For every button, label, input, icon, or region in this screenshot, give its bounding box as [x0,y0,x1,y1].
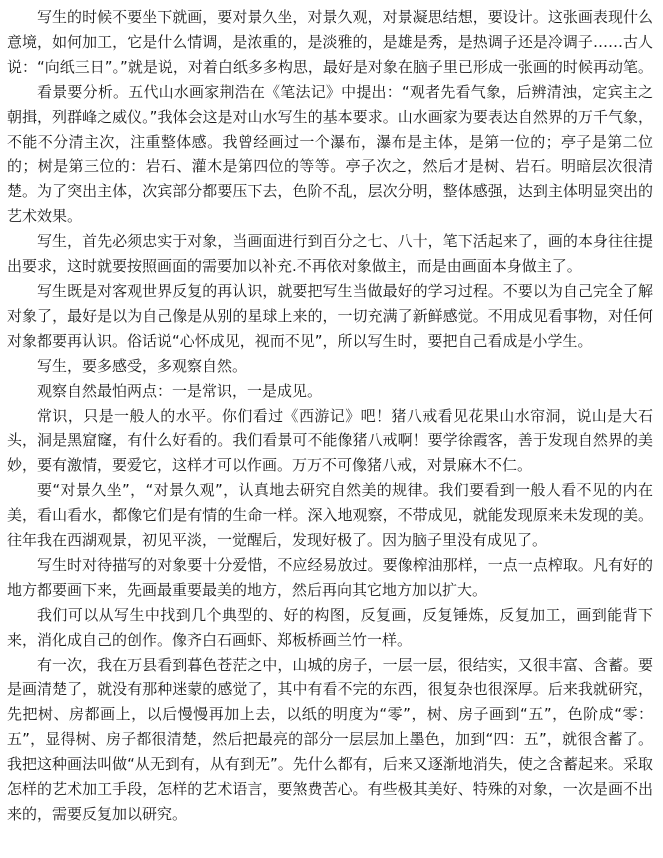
paragraph-sketch-planning: 写生的时候不要坐下就画，要对景久坐，对景久观，对景凝思结想，要设计。这张画表现什么意境，如何加工，它是什么情调，是浓重的，是淡雅的，是雄是秀，是热调子还是冷调子……古人说：“向纸三日”。”就是说，对着白纸多多构思，最好是对象在脑子里已形成一张画的时候再动笔。 [7,8,653,76]
paragraph-two-fears: 观察自然最怕两点：一是常识，一是成见。 [37,381,323,400]
paragraph-relearning: 写生既是对客观世界反复的再认识，就要把写生当做最好的学习过程。不要以为自己完全了解对象了，最好是以为自己像是从别的星球上来的，一切充满了新鲜感觉。不用成见看事物，对任何对象都要再认识。俗话说“心怀成见，视而不见”，所以写生时，要把自己看成是小学生。 [7,281,653,350]
paragraph-cherish-subject: 写生时对待描写的对象要十分爱惜，不应经易放过。要像榨油那样，一点一点榨取。凡有好的地方都要画下来，先画最重要最美的地方，然后再向其它地方加以扩大。 [7,555,653,599]
paragraph-scene-analysis: 看景要分析。五代山水画家荆浩在《笔法记》中提出：“观者先看气象，后辨清浊，定宾主之朝揖，列群峰之威仪。”我体会这是对山水写生的基本要求。山水画家为要表达自然界的万千气象，不能不分清主次，注重整体感。我曾经画过一个瀑布，瀑布是主体，是第一位的；亭子是第二位的；树是第三位的：岩石、灌木是第四位的等等。亭子次之，然后才是树、岩石。明暗层次很清楚。为了突出主体，次宾部分都要压下去，色阶不乱，层次分明，整体感强，达到主体明显突出的艺术效果。 [7,82,653,226]
paragraph-common-sense: 常识，只是一般人的水平。你们看过《西游记》吧！猪八戒看见花果山水帘洞，说山是大石头，洞是黑窟窿，有什么好看的。我们看景可不能像猪八戒啊！要学徐霞客，善于发现自然界的美妙，要有激情，要爱它，这样才可以作画。万万不可像猪八戒，对景麻木不仁。 [7,406,653,475]
paragraph-observe-more: 写生，要多感受，多观察自然。 [37,356,248,375]
paragraph-typical-composition: 我们可以从写生中找到几个典型的、好的构图，反复画，反复锤炼，反复加工，画到能背下来，消化成自己的创作。像齐白石画虾、郑板桥画兰竹一样。 [7,605,653,649]
paragraph-wanxian-story: 有一次，我在万县看到暮色苍茫之中，山城的房子，一层一层，很结实，又很丰富、含蓄。要是画清楚了，就没有那种迷蒙的感觉了，其中有看不完的东西，很复杂也很深厚。后来我就研究，先把树、房都画上，以后慢慢再加上去，以纸的明度为“零”，树、房子画到“五”，色阶成“零：五”，显得树、房子都很清楚，然后把最亮的部分一层层加上墨色，加到“四：五”，就很含蓄了。我把这种画法叫做“从无到有，从有到无”。先什么都有，后来又逐渐地消失，使之含蓄起来。采取怎样的艺术加工手段，怎样的艺术语言，要煞费苦心。有些极其美好、特殊的对象，一次是画不出来的，需要反复加以研究。 [7,655,653,823]
paragraph-long-look: 要“对景久坐”，“对景久观”，认真地去研究自然美的规律。我们要看到一般人看不见的内在美，看山看水，都像它们是有情的生命一样。深入地观察，不带成见，就能发现原来未发现的美。往年我在西湖观景，初见平淡，一觉醒后，发现好极了。因为脑子里没有成见了。 [7,481,653,550]
paragraph-fidelity: 写生，首先必须忠实于对象，当画面进行到百分之七、八十，笔下活起来了，画的本身往往提出要求，这时就要按照画面的需要加以补充.不再依对象做主，而是由画面本身做主了。 [7,232,653,276]
